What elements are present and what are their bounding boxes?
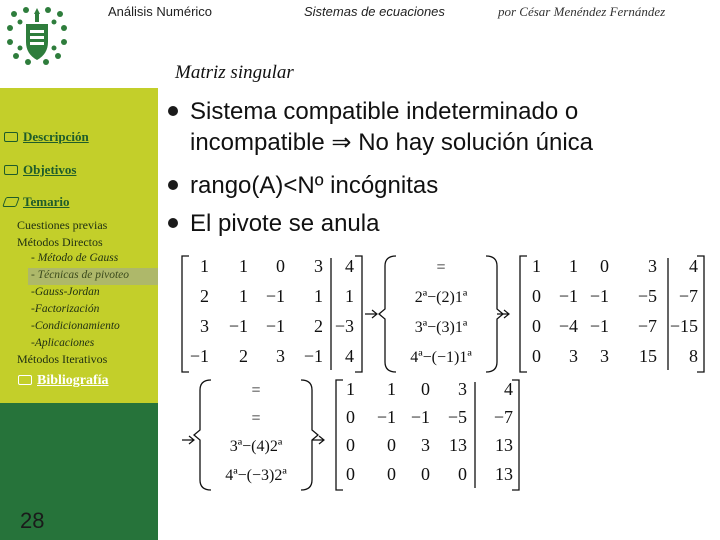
- matrix-a-cell: 1: [314, 286, 323, 306]
- matrix-c-cell: 0: [421, 379, 430, 399]
- matrix-a-cell: −1: [303, 346, 323, 366]
- matrix-a-cell: 1: [239, 286, 248, 306]
- matrix-a-cell: 4: [345, 256, 354, 276]
- matrix-b-cell: 3: [648, 256, 657, 276]
- row-operations-1-left-brace: [379, 256, 396, 372]
- arrow-icon: [182, 436, 194, 444]
- matrix-a-cell: 0: [276, 256, 285, 276]
- nav-condicionamiento[interactable]: -Condicionamiento: [31, 320, 120, 332]
- matrix-a-cell: 3: [314, 256, 323, 276]
- matrix-b-cell: 15: [639, 346, 657, 366]
- slide-title: Matriz singular: [175, 62, 294, 83]
- row-operations-2-operation: 4ª−(−3)2ª: [225, 467, 287, 484]
- matrix-b-cell: −1: [558, 286, 578, 306]
- matrix-a-right-bracket: [355, 256, 362, 372]
- matrix-b-cell: 3: [569, 346, 578, 366]
- matrix-c-cell: 0: [346, 407, 355, 427]
- nav-tecnicas-pivoteo[interactable]: - Técnicas de pivoteo: [31, 269, 130, 281]
- matrix-b-left-bracket: [520, 256, 527, 372]
- matrix-b-cell: −1: [589, 286, 609, 306]
- row-operations-2-right-brace: [301, 380, 318, 490]
- nav-cuestiones-previas[interactable]: Cuestiones previas: [17, 218, 108, 232]
- matrix-a-cell: −1: [228, 316, 248, 336]
- row-operations-2-left-brace: [194, 380, 211, 490]
- nav-aplicaciones[interactable]: -Aplicaciones: [31, 337, 95, 349]
- nav-temario-label: Temario: [23, 194, 70, 209]
- matrix-c-cell: 3: [458, 379, 467, 399]
- bullet-text: El pivote se anula: [190, 210, 380, 237]
- header-topic: Sistemas de ecuaciones: [304, 4, 445, 19]
- matrix-b-cell: 0: [600, 256, 609, 276]
- matrix-c-right-bracket: [512, 380, 519, 490]
- row-operations-1-operation: 3ª−(3)1ª: [414, 319, 468, 336]
- matrix-c-cell: 1: [346, 379, 355, 399]
- bullet-text: incompatible ⇒ No hay solución única: [190, 129, 593, 156]
- matrix-a-left-bracket: [182, 256, 189, 372]
- matrix-b-cell: −4: [558, 316, 578, 336]
- nav-metodo-gauss[interactable]: - Método de Gauss: [31, 252, 119, 264]
- matrix-c-cell: 0: [387, 464, 396, 484]
- matrix-c-cell: 13: [449, 435, 467, 455]
- matrix-b-cell: 8: [689, 346, 698, 366]
- matrix-b-cell: −15: [669, 316, 698, 336]
- matrix-b-cell: −7: [678, 286, 698, 306]
- matrix-a-cell: −1: [265, 316, 285, 336]
- matrix-c-left-bracket: [336, 380, 343, 490]
- matrix-c-cell: 1: [387, 379, 396, 399]
- nav-factorizacion[interactable]: -Factorización: [31, 303, 100, 315]
- bullet-text: rango(A)<Nº incógnitas: [190, 172, 439, 199]
- matrix-b-cell: 4: [689, 256, 698, 276]
- matrix-b-cell: 0: [532, 286, 541, 306]
- row-operations-2-operation: =: [251, 410, 261, 427]
- matrix-b-cell: −1: [589, 316, 609, 336]
- row-operations-1-operation: =: [436, 259, 446, 276]
- matrix-c-cell: −5: [447, 407, 467, 427]
- matrix-c-cell: 3: [421, 435, 430, 455]
- nav-gauss-jordan[interactable]: -Gauss-Jordan: [31, 286, 100, 298]
- matrix-a-cell: 3: [200, 316, 209, 336]
- matrix-b-cell: −7: [637, 316, 657, 336]
- matrix-b-right-bracket: [697, 256, 704, 372]
- matrix-c-cell: −7: [493, 407, 513, 427]
- matrix-b-cell: 3: [600, 346, 609, 366]
- matrix-a-cell: −1: [265, 286, 285, 306]
- row-operations-1-operation: 2ª−(2)1ª: [414, 289, 468, 306]
- matrix-c-cell: 0: [346, 464, 355, 484]
- nav-metodos-iterativos[interactable]: Métodos Iterativos: [17, 352, 108, 366]
- nav-objetivos-label: Objetivos: [23, 162, 77, 177]
- matrix-a-cell: 2: [314, 316, 323, 336]
- matrix-b-cell: 1: [569, 256, 578, 276]
- header-course: Análisis Numérico: [108, 4, 213, 19]
- bullet-text: Sistema compatible indeterminado o: [190, 98, 579, 125]
- matrix-c-cell: 13: [495, 435, 513, 455]
- matrix-b-cell: 0: [532, 316, 541, 336]
- matrix-a-cell: 1: [239, 256, 248, 276]
- matrix-c-cell: 0: [458, 464, 467, 484]
- row-operations-2-operation: 3ª−(4)2ª: [229, 438, 283, 455]
- row-operations-2-operation: =: [251, 382, 261, 399]
- nav-bibliografia-label: Bibliografía: [37, 373, 109, 388]
- page-number: 28: [20, 508, 45, 533]
- matrix-a-cell: 1: [200, 256, 209, 276]
- matrix-c-cell: 0: [421, 464, 430, 484]
- matrix-c-cell: 4: [504, 379, 513, 399]
- matrix-a-cell: 2: [200, 286, 209, 306]
- arrow-icon: [312, 436, 324, 444]
- matrix-a-cell: 4: [345, 346, 354, 366]
- row-operations-1-operation: 4ª−(−1)1ª: [410, 349, 472, 366]
- matrix-a-cell: 1: [345, 286, 354, 306]
- matrix-b-cell: −5: [637, 286, 657, 306]
- matrix-c-cell: −1: [376, 407, 396, 427]
- header-author: por César Menéndez Fernández: [498, 4, 666, 19]
- nav-descripcion-label: Descripción: [23, 129, 89, 144]
- matrix-a-cell: 2: [239, 346, 248, 366]
- matrix-b-cell: 1: [532, 256, 541, 276]
- matrix-a-cell: 3: [276, 346, 285, 366]
- matrix-c-cell: 0: [387, 435, 396, 455]
- nav-metodos-directos[interactable]: Métodos Directos: [17, 235, 103, 249]
- matrix-c-cell: 13: [495, 464, 513, 484]
- arrow-icon: [365, 310, 377, 318]
- matrix-a-cell: −1: [189, 346, 209, 366]
- matrix-c-cell: −1: [410, 407, 430, 427]
- matrix-b-cell: 0: [532, 346, 541, 366]
- matrix-a-cell: −3: [334, 316, 354, 336]
- matrix-c-cell: 0: [346, 435, 355, 455]
